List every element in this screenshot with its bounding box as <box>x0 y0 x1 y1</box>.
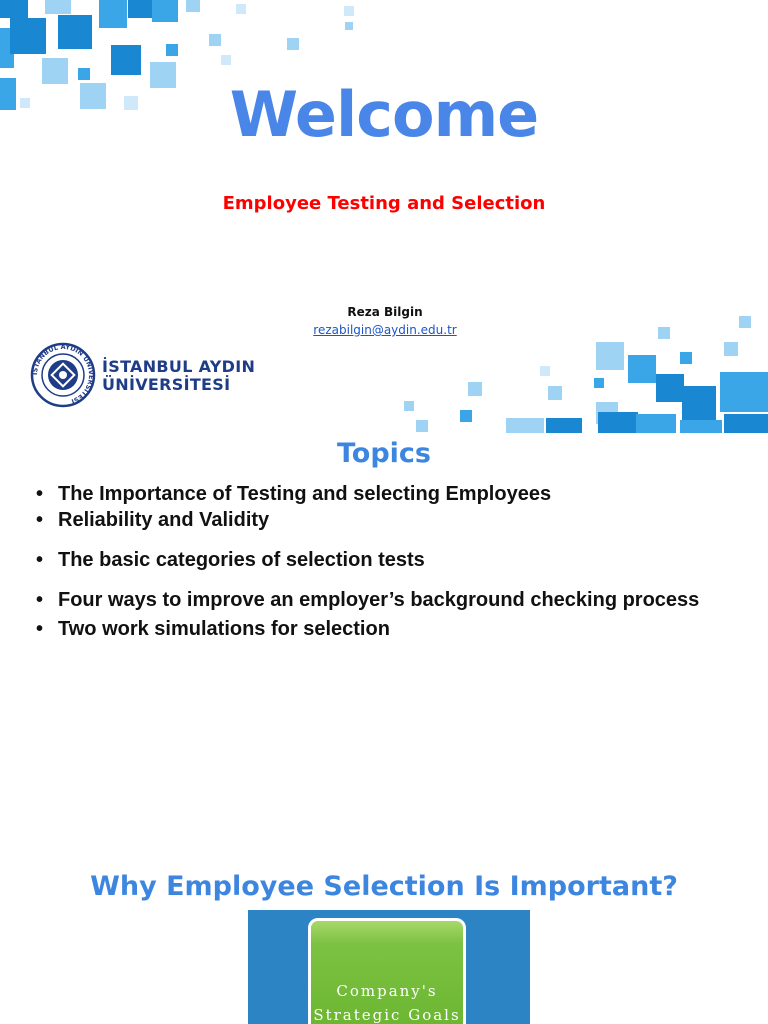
topic-text: Four ways to improve an employer’s background checking process <box>58 589 700 611</box>
goal-line-2: Strategic Goals <box>313 1006 461 1024</box>
list-item <box>36 509 718 531</box>
topic-text: Two work simulations for selection <box>58 618 390 640</box>
topic-text: The Importance of Testing and selecting Employees <box>58 483 552 505</box>
logo-line-1: İSTANBUL AYDIN <box>102 357 256 376</box>
welcome-title: Welcome <box>229 78 539 151</box>
strategy-diagram <box>248 910 530 1024</box>
goal-line-1: Company's <box>336 982 438 1000</box>
bullet-icon: • <box>36 549 44 571</box>
seal-text: İSTANBUL AYDIN ÜNİVERSİTESİ <box>30 342 96 406</box>
university-logo <box>30 342 260 410</box>
list-item <box>36 549 718 571</box>
bullet-icon: • <box>36 589 44 611</box>
slide-why-selection <box>0 843 768 1024</box>
bullet-icon: • <box>36 509 44 531</box>
why-selection-title: Why Employee Selection Is Important? <box>90 871 678 902</box>
bullet-icon: • <box>36 483 44 505</box>
logo-line-2: ÜNİVERSİTESİ <box>102 375 231 394</box>
list-item <box>36 618 718 640</box>
author-name: Reza Bilgin <box>347 305 423 319</box>
slide-welcome <box>0 0 768 433</box>
topic-list <box>36 483 718 640</box>
author-email-link[interactable]: rezabilgin@aydin.edu.tr <box>313 323 457 337</box>
list-item <box>36 483 718 505</box>
welcome-subtitle: Employee Testing and Selection <box>222 193 546 214</box>
topic-text: The basic categories of selection tests <box>58 549 425 571</box>
strategic-goals-card <box>308 918 466 1024</box>
topic-text: Reliability and Validity <box>58 509 270 531</box>
list-item <box>36 580 718 620</box>
topics-title: Topics <box>336 438 432 469</box>
university-seal-icon <box>30 342 96 408</box>
slide-topics <box>0 433 768 843</box>
bullet-icon: • <box>36 618 44 640</box>
